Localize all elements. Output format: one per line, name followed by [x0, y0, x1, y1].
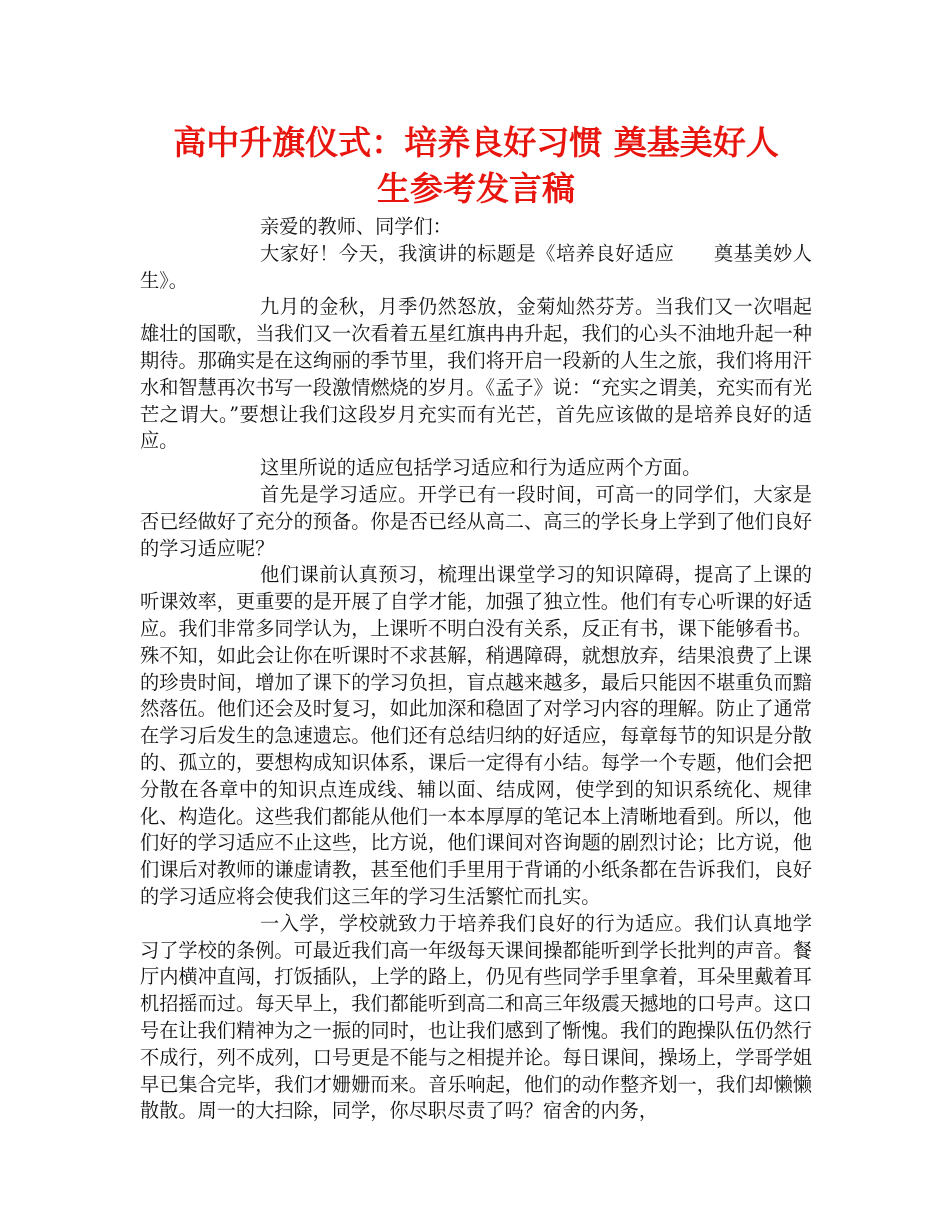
paragraph-habits-scope: 这里所说的适应包括学习适应和行为适应两个方面。	[260, 456, 702, 480]
paragraph-greeting: 大家好！今天，我演讲的标题是《培养良好适应 奠基美妙人生》。	[140, 241, 812, 292]
paragraph-seniors-example: 他们课前认真预习，梳理出课堂学习的知识障碍，提高了上课的听课效率，更重要的是开展了自学才能，加强了独立性。他们有专心听课的好适应。我们非常多同学认为，上课听不明白没有关系，反正有书，课下能够看书。殊不知，如此会让你在听课时不求甚解，稍遇障碍，就想放弃，结果浪费了上课的珍贵时间，增加了课下的学习负担，盲点越来越多，最后只能因不堪重负而黯然落伍。他们还会及时复习，如此加深和稳固了对学习内容的理解。防止了通常在学习后发生的急速遗忘。他们还有总结归纳的好适应，每章每节的知识是分散的、孤立的，要想构成知识体系，课后一定得有小结。每学一个专题，他们会把分散在各章中的知识点连成线、辅以面、结成网，使学到的知识系统化、规律化、构造化。这些我们都能从他们一本本厚厚的笔记本上清晰地看到。所以，他们好的学习适应不止这些，比方说，他们课间对咨询题的剧烈讨论；比方说，他们课后对教师的谦虚请教，甚至他们手里用于背诵的小纸条都在告诉我们，良好的学习适应将会使我们这三年的学习生活繁忙而扎实。	[140, 563, 812, 908]
title-line-1: 高中升旗仪式：培养良好习惯 奠基美好人	[173, 123, 779, 162]
paragraph-autumn: 九月的金秋，月季仍然怒放，金菊灿然芬芳。当我们又一次唱起雄壮的国歌，当我们又一次看着五星红旗冉冉升起，我们的心头不油地升起一种期待。那确实是在这绚丽的季节里，我们将开启一段新的人生之旅，我们将用汗水和智慧再次书写一段激情燃烧的岁月。《孟子》说：“充实之谓美，充实而有光芒之谓大。”要想让我们这段岁月充实而有光芒，首先应该做的是培养良好的适应。	[140, 295, 812, 453]
document-title	[140, 120, 812, 212]
paragraph-study-habits: 首先是学习适应。开学已有一段时间，可高一的同学们，大家是否已经做好了充分的预备。你是否已经从高二、高三的学长身上学到了他们良好的学习适应呢？	[140, 482, 812, 560]
document-body	[140, 214, 812, 1125]
document-page	[140, 120, 812, 1125]
paragraph-behavior-habits: 一入学，学校就致力于培养我们良好的行为适应。我们认真地学习了学校的条例。可最近我们高一年级每天课间操都能听到学长批判的声音。餐厅内横冲直闯，打饭插队，上学的路上，仍见有些同学手里拿着，耳朵里戴着耳机招摇而过。每天早上，我们都能听到高二和高三年级震天撼地的口号声。这口号在让我们精神为之一振的同时，也让我们感到了惭愧。我们的跑操队伍仍然行不成行，列不成列，口号更是不能与之相提并论。每日课间，操场上，学哥学姐早已集合完毕，我们才姗姗而来。音乐响起，他们的动作整齐划一，我们却懒懒散散。周一的大扫除，同学，你尽职尽责了吗？宿舍的内务，	[140, 911, 812, 1123]
paragraph-salutation: 亲爱的教师、同学们：	[260, 215, 452, 238]
title-line-2: 生参考发言稿	[377, 169, 575, 208]
